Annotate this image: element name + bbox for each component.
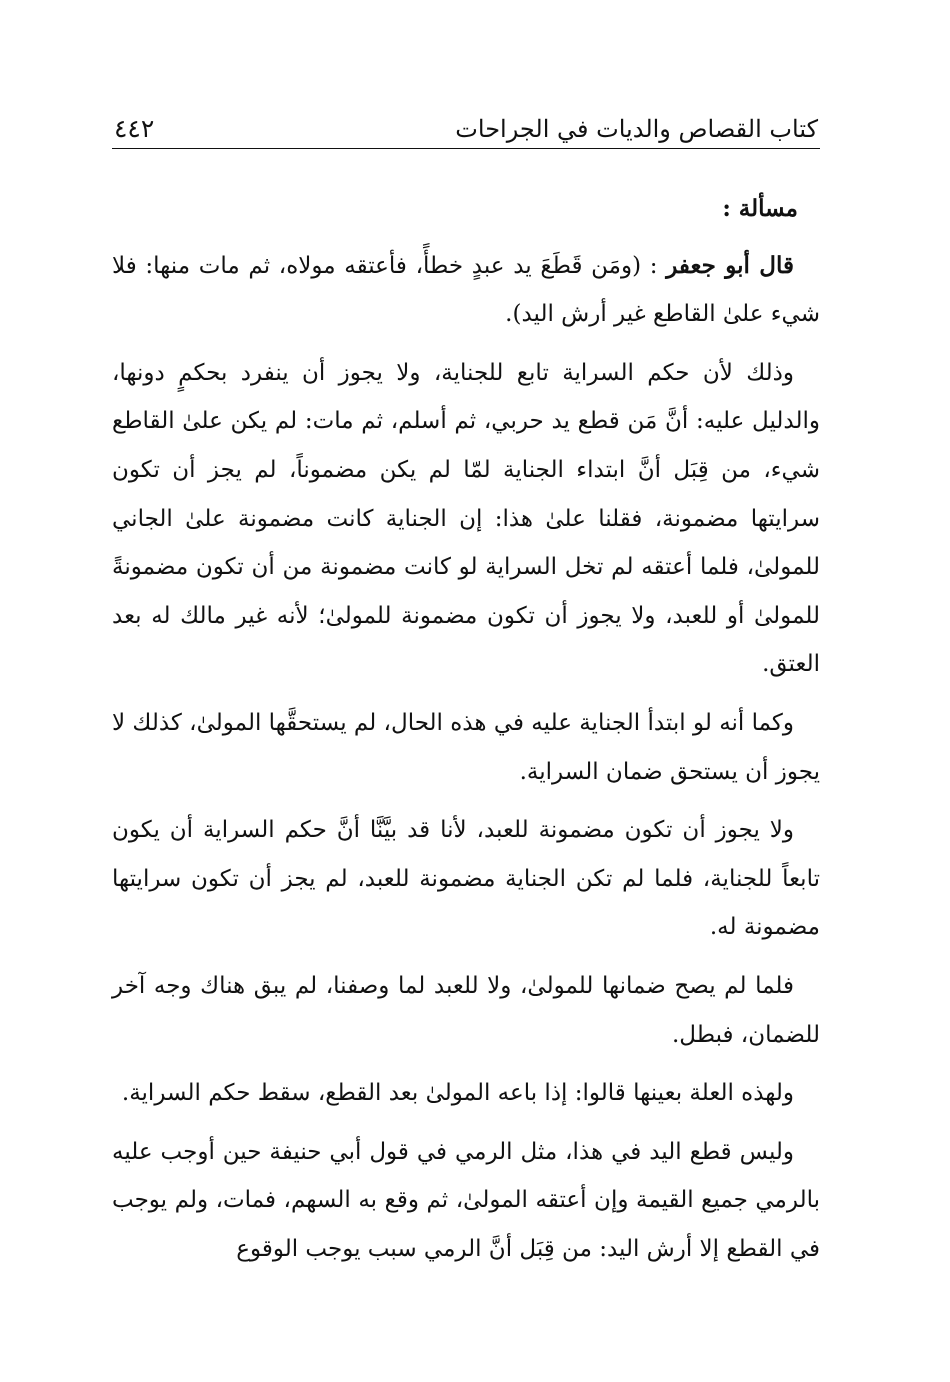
quoted-ruling — [112, 242, 820, 339]
paragraph: فلما لم يصح ضمانها للمولىٰ، ولا للعبد لما وصفنا، لم يبق هناك وجه آخر للضمان، فبطل. — [112, 972, 820, 1048]
book-page — [112, 104, 820, 1283]
page-number: ٤٤٢ — [114, 113, 155, 143]
section-heading: مسألة : — [722, 195, 798, 222]
body-text — [112, 185, 820, 1273]
quote-text: : (ومَن قَطَعَ يد عبدٍ خطأً، فأعتقه مولاه، ثم مات منها: فلا شيء علىٰ القاطع غير أرش اليد). — [112, 252, 820, 328]
paragraph: وليس قطع اليد في هذا، مثل الرمي في قول أبي حنيفة حين أوجب عليه بالرمي جميع القيمة وإن أعتقه المولىٰ، ثم وقع به السهم، فمات، ولم يوجب في القطع إلا أرش اليد: من قِبَل أنَّ الرمي سبب يوجب الوقوع — [112, 1138, 820, 1262]
paragraph: وذلك لأن حكم السراية تابع للجناية، ولا يجوز أن ينفرد بحكمٍ دونها، والدليل عليه: أنَّ مَن قطع يد حربي، ثم أسلم، ثم مات: لم يكن علىٰ القاطع شيء، من قِبَل أنَّ ابتداء الجناية لمّا لم يكن مضموناً، لم يجز أن تكون سرايتها مضمونة، فقلنا علىٰ هذا: إن الجناية كانت مضمونة علىٰ الجاني للمولىٰ، فلما أعتقه لم تخل السراية لو كانت مضمونة من أن تكون مضمونةً للمولىٰ أو للعبد، ولا يجوز أن تكون مضمونة للمولىٰ؛ لأنه غير مالك له بعد العتق. — [112, 359, 820, 678]
paragraph: ولهذه العلة بعينها قالوا: إذا باعه المولىٰ بعد القطع، سقط حكم السراية. — [121, 1080, 794, 1107]
paragraph: وكما أنه لو ابتدأ الجناية عليه في هذه الحال، لم يستحقَّها المولىٰ، كذلك لا يجوز أن يستحق ضمان السراية. — [112, 709, 820, 785]
quote-speaker: قال أبو جعفر — [666, 251, 794, 279]
running-header — [112, 104, 820, 142]
book-title: كتاب القصاص والديات في الجراحات — [455, 114, 818, 143]
paragraph: ولا يجوز أن تكون مضمونة للعبد، لأنا قد بيَّنَّا أنَّ حكم السراية أن يكون تابعاً للجناية، فلما لم تكن الجناية مضمونة للعبد، لم يجز أن تكون سرايتها مضمونة له. — [112, 817, 820, 941]
header-rule — [112, 148, 820, 149]
